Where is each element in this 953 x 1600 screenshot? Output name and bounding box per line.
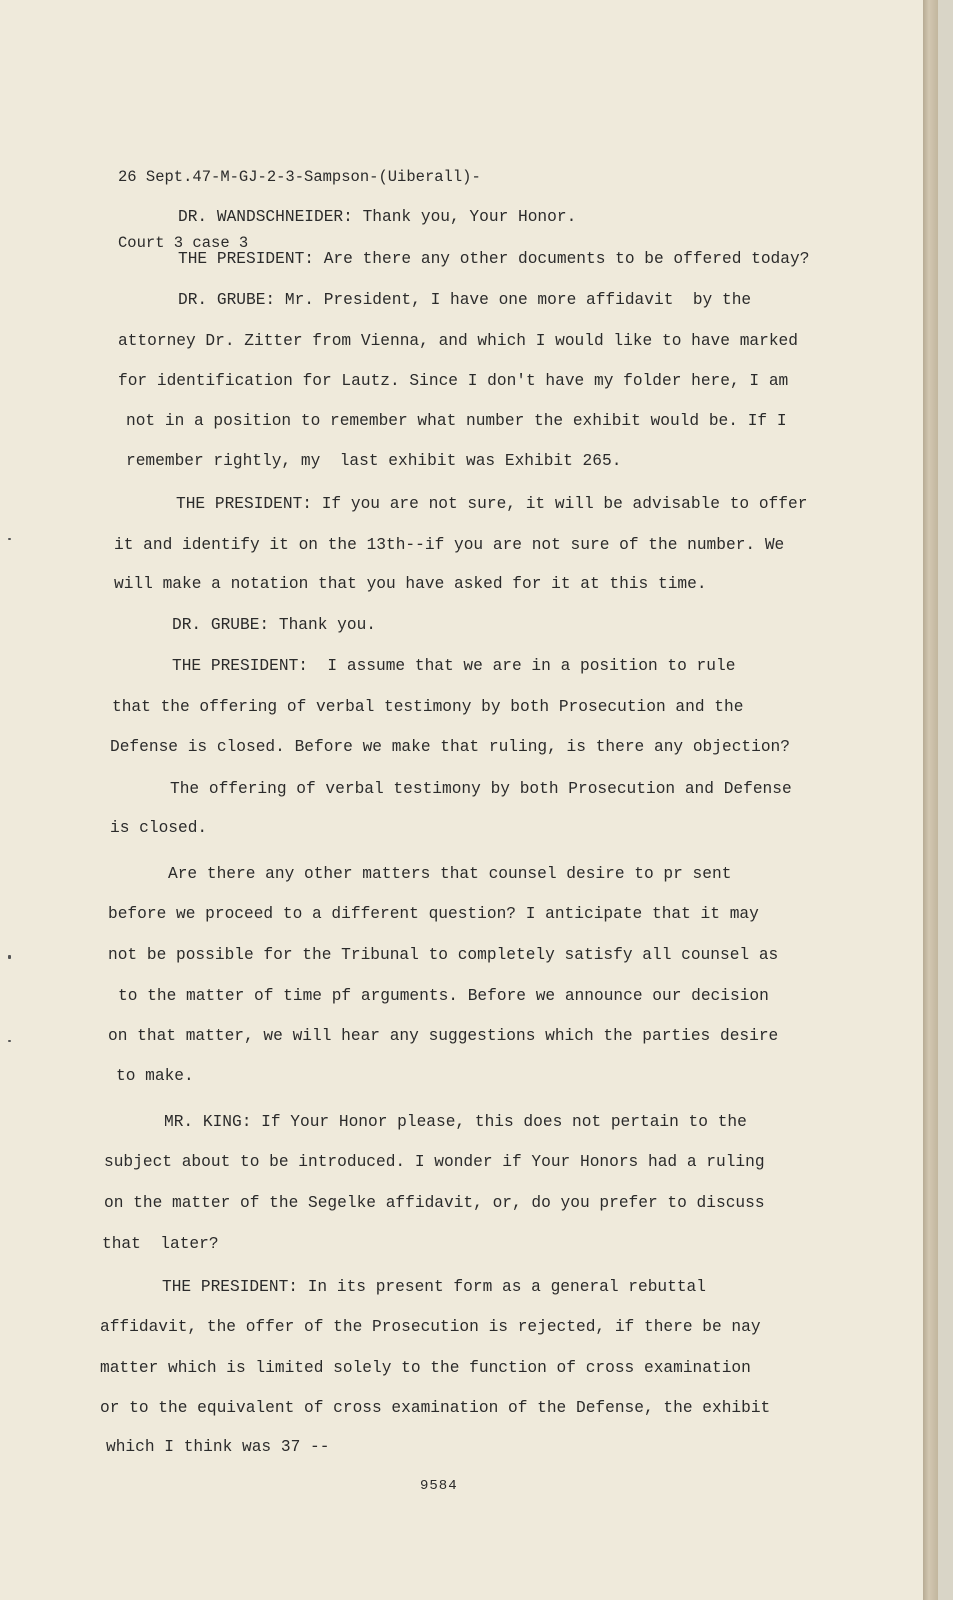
- transcript-line: on that matter, we will hear any suggestions which the parties desire: [108, 1027, 779, 1045]
- transcript-line: The offering of verbal testimony by both Prosecution and Defense: [170, 780, 792, 798]
- transcript-line: DR. GRUBE: Mr. President, I have one more affidavit by the: [178, 291, 752, 309]
- transcript-line: THE PRESIDENT: If you are not sure, it will be advisable to offer: [176, 495, 808, 513]
- transcript-line: THE PRESIDENT: I assume that we are in a position to rule: [172, 657, 736, 675]
- transcript-line: attorney Dr. Zitter from Vienna, and which I would like to have marked: [118, 332, 798, 350]
- page-number: 9584: [420, 1478, 458, 1494]
- margin-mark: [8, 1040, 11, 1042]
- transcript-line: or to the equivalent of cross examination of the Defense, the exhibit: [100, 1399, 771, 1417]
- transcript-line: affidavit, the offer of the Prosecution is rejected, if there be nay: [100, 1318, 761, 1336]
- transcript-line: is closed.: [110, 819, 208, 837]
- header-reference-line: 26 Sept.47-M-GJ-2-3-Sampson-(Uiberall)-: [118, 168, 481, 186]
- transcript-line: it and identify it on the 13th--if you are not sure of the number. We: [114, 536, 785, 554]
- transcript-line: THE PRESIDENT: Are there any other documents to be offered today?: [178, 250, 810, 268]
- transcript-line: not in a position to remember what number the exhibit would be. If I: [126, 412, 787, 430]
- transcript-line: for identification for Lautz. Since I don't have my folder here, I am: [118, 372, 789, 390]
- transcript-line: that the offering of verbal testimony by both Prosecution and the: [112, 698, 744, 716]
- transcript-line: DR. WANDSCHNEIDER: Thank you, Your Honor.: [178, 208, 577, 226]
- transcript-line: subject about to be introduced. I wonder if Your Honors had a ruling: [104, 1153, 765, 1171]
- margin-mark: [8, 538, 11, 540]
- transcript-line: on the matter of the Segelke affidavit, or, do you prefer to discuss: [104, 1194, 765, 1212]
- transcript-line: matter which is limited solely to the function of cross examination: [100, 1359, 751, 1377]
- transcript-line: Are there any other matters that counsel desire to pr sent: [168, 865, 732, 883]
- transcript-line: Defense is closed. Before we make that ruling, is there any objection?: [110, 738, 790, 756]
- transcript-line: MR. KING: If Your Honor please, this does not pertain to the: [164, 1113, 747, 1131]
- transcript-line: THE PRESIDENT: In its present form as a general rebuttal: [162, 1278, 706, 1296]
- page-edge: [923, 0, 938, 1600]
- transcript-line: DR. GRUBE: Thank you.: [172, 616, 376, 634]
- header-court-line: Court 3 case 3: [118, 234, 249, 252]
- transcript-line: will make a notation that you have asked for it at this time.: [114, 575, 707, 593]
- transcript-line: not be possible for the Tribunal to completely satisfy all counsel as: [108, 946, 779, 964]
- transcript-line: before we proceed to a different question? I anticipate that it may: [108, 905, 759, 923]
- transcript-line: that later?: [102, 1235, 219, 1253]
- margin-mark: [8, 955, 11, 959]
- transcript-line: to the matter of time pf arguments. Before we announce our decision: [118, 987, 769, 1005]
- transcript-line: remember rightly, my last exhibit was Exhibit 265.: [126, 452, 622, 470]
- transcript-line: to make.: [116, 1067, 194, 1085]
- transcript-line: which I think was 37 --: [106, 1438, 330, 1456]
